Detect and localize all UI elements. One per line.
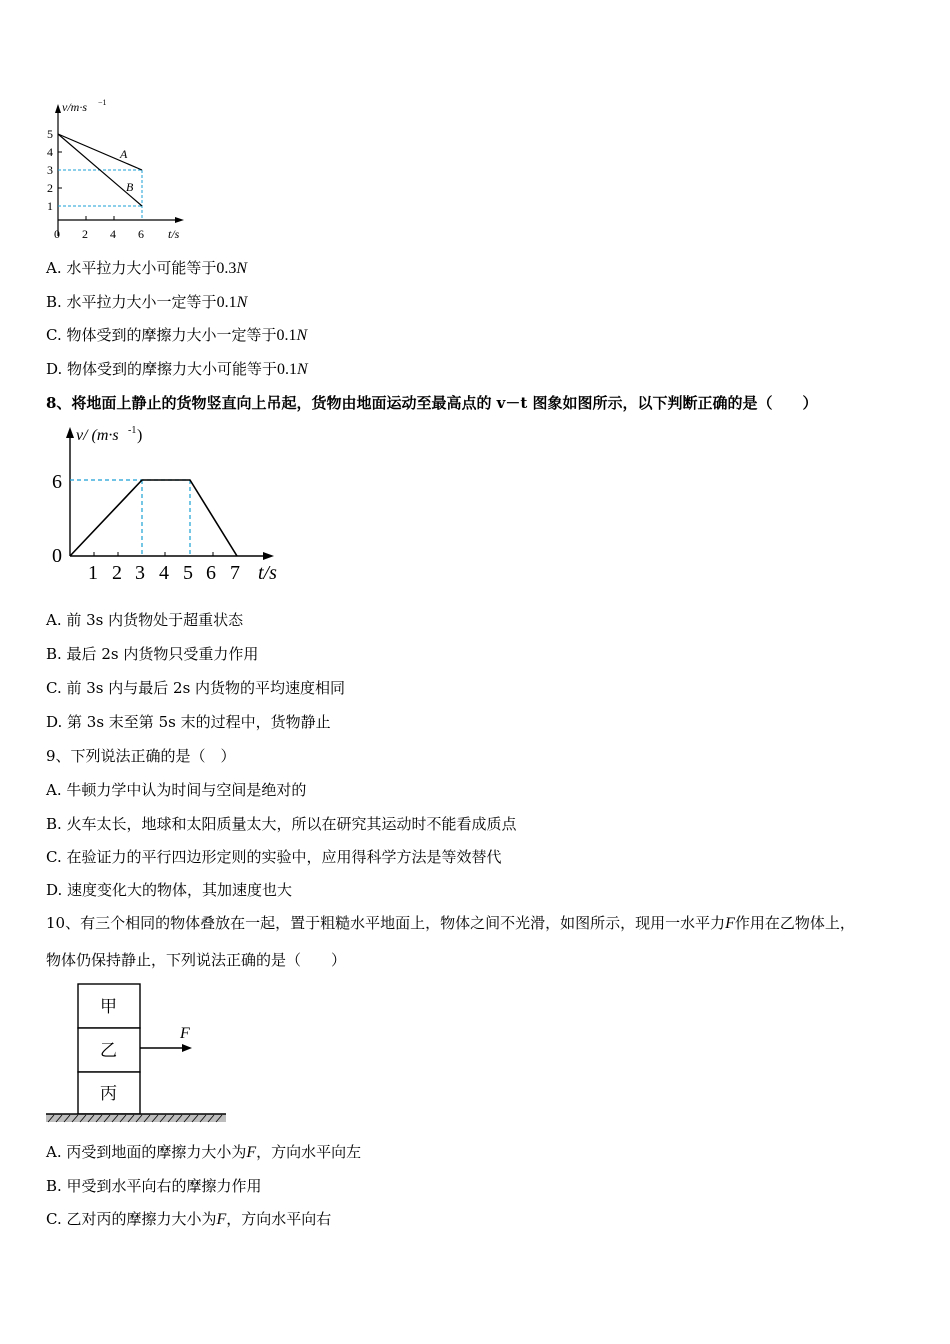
q10-option-c-pre: C. 乙对丙的摩擦力大小为 bbox=[46, 1210, 217, 1228]
q10-option-a-var: F bbox=[246, 1144, 257, 1161]
y-tick-4: 4 bbox=[47, 145, 53, 159]
q8-option-d[interactable]: D. 第 3s 末至第 5s 末的过程中，货物静止 bbox=[46, 713, 331, 731]
x-tick-6: 6 bbox=[206, 562, 216, 584]
y-axis-label-close: ) bbox=[137, 427, 143, 444]
q7-option-a-text: A. 水平拉力大小可能等于 bbox=[46, 259, 217, 277]
q10-option-b[interactable] bbox=[46, 1176, 262, 1196]
q7-option-a-unit: N bbox=[236, 260, 248, 277]
y-tick-2: 2 bbox=[47, 181, 53, 195]
q10-option-c-post: ，方向水平向右 bbox=[226, 1210, 332, 1228]
y-axis-arrow bbox=[66, 427, 74, 438]
q7-option-a-value: 0.3 bbox=[216, 260, 237, 277]
q10-stem-part1: 10、有三个相同的物体叠放在一起，置于粗糙水平地面上，物体之间不光滑，如图所示，现用一水平力 bbox=[46, 914, 726, 932]
q10-stem-force: F bbox=[725, 915, 735, 932]
q7-option-d-unit: N bbox=[297, 361, 308, 378]
q9-option-d[interactable]: D. 速度变化大的物体，其加速度也大 bbox=[46, 881, 293, 899]
x-axis-label: t/s bbox=[258, 562, 277, 584]
x-tick-2: 2 bbox=[112, 562, 122, 584]
stacked-blocks-figure bbox=[44, 980, 230, 1126]
label-a: A bbox=[120, 147, 128, 161]
line-a bbox=[58, 134, 142, 170]
q7-option-b-text: B. 水平拉力大小一定等于 bbox=[46, 293, 217, 311]
y-axis-label-sup: -1 bbox=[128, 425, 137, 436]
q7-option-d[interactable] bbox=[46, 359, 308, 380]
q7-option-b-unit: N bbox=[236, 294, 248, 311]
q7-option-c-unit: N bbox=[296, 327, 308, 344]
x-tick-4: 4 bbox=[159, 562, 169, 584]
vt-graph-q8 bbox=[44, 422, 294, 590]
x-tick-5: 5 bbox=[183, 562, 193, 584]
q8-stem: 8、将地面上静止的货物竖直向上吊起，货物由地面运动至最高点的 v－t 图象如图所示，以下判断正确的是（ ） bbox=[46, 394, 818, 412]
vt-graph-ab bbox=[44, 96, 194, 246]
q8-option-b[interactable]: B. 最后 2s 内货物只受重力作用 bbox=[46, 645, 259, 663]
q7-option-d-value: 0.1 bbox=[277, 361, 298, 378]
q9-option-a[interactable]: A. 牛顿力学中认为时间与空间是绝对的 bbox=[46, 781, 307, 799]
force-arrow-head bbox=[182, 1044, 192, 1052]
y-axis-arrow bbox=[55, 104, 61, 113]
q10-option-a-post: ，方向水平向左 bbox=[256, 1143, 362, 1161]
x-tick-3: 3 bbox=[135, 562, 145, 584]
block-top-label: 甲 bbox=[100, 997, 117, 1016]
x-axis-arrow bbox=[175, 217, 184, 223]
q7-option-c[interactable] bbox=[46, 325, 307, 346]
q7-option-c-value: 0.1 bbox=[276, 327, 297, 344]
q8-option-a[interactable]: A. 前 3s 内货物处于超重状态 bbox=[46, 611, 244, 629]
q9-option-c[interactable]: C. 在验证力的平行四边形定则的实验中，应用得科学方法是等效替代 bbox=[46, 848, 502, 866]
x-axis-label: t/s bbox=[168, 227, 180, 241]
vt-line bbox=[70, 480, 237, 556]
q10-stem-line2: 物体仍保持静止，下列说法正确的是（ ） bbox=[46, 951, 347, 969]
q9-stem: 9、下列说法正确的是（ ） bbox=[46, 747, 236, 765]
q7-option-b[interactable] bbox=[46, 292, 247, 313]
q7-option-b-value: 0.1 bbox=[216, 294, 237, 311]
y-axis-label-sup: −1 bbox=[98, 98, 107, 107]
q7-option-d-text: D. 物体受到的摩擦力大小可能等于 bbox=[46, 360, 278, 378]
x-tick-7: 7 bbox=[230, 562, 240, 584]
y-tick-3: 3 bbox=[47, 163, 53, 177]
x-tick-4: 4 bbox=[110, 227, 116, 241]
y-tick-1: 1 bbox=[47, 199, 53, 213]
x-tick-1: 1 bbox=[88, 562, 98, 584]
x-tick-6: 6 bbox=[138, 227, 144, 241]
x-tick-2: 2 bbox=[82, 227, 88, 241]
q7-option-a[interactable] bbox=[46, 258, 247, 279]
y-tick-5: 5 bbox=[47, 127, 53, 141]
x-axis-arrow bbox=[263, 552, 274, 560]
q10-option-b-pre: B. 甲受到水平向右的摩擦力作用 bbox=[46, 1177, 262, 1195]
block-middle-label: 乙 bbox=[100, 1041, 117, 1060]
q10-option-c-var: F bbox=[216, 1211, 227, 1228]
q10-stem-part2: 作用在乙物体上， bbox=[734, 914, 855, 932]
q9-option-b[interactable]: B. 火车太长，地球和太阳质量太大，所以在研究其运动时不能看成质点 bbox=[46, 815, 517, 833]
label-b: B bbox=[126, 180, 134, 194]
x-tick-0: 0 bbox=[54, 227, 60, 241]
q7-option-c-text: C. 物体受到的摩擦力大小一定等于 bbox=[46, 326, 277, 344]
y-axis-label: v/ (m·s bbox=[76, 427, 119, 444]
y-axis-label: v/m·s bbox=[62, 100, 87, 114]
q10-option-a-pre: A. 丙受到地面的摩擦力大小为 bbox=[46, 1143, 247, 1161]
force-label: F bbox=[180, 1025, 190, 1042]
q10-option-a[interactable] bbox=[46, 1142, 361, 1163]
q10-option-c[interactable] bbox=[46, 1209, 331, 1230]
block-bottom-label: 丙 bbox=[100, 1084, 117, 1103]
origin-label: 0 bbox=[52, 545, 62, 567]
q8-option-c[interactable]: C. 前 3s 内与最后 2s 内货物的平均速度相同 bbox=[46, 679, 346, 697]
y-tick-6: 6 bbox=[52, 471, 62, 493]
q10-stem-line1 bbox=[46, 913, 855, 934]
